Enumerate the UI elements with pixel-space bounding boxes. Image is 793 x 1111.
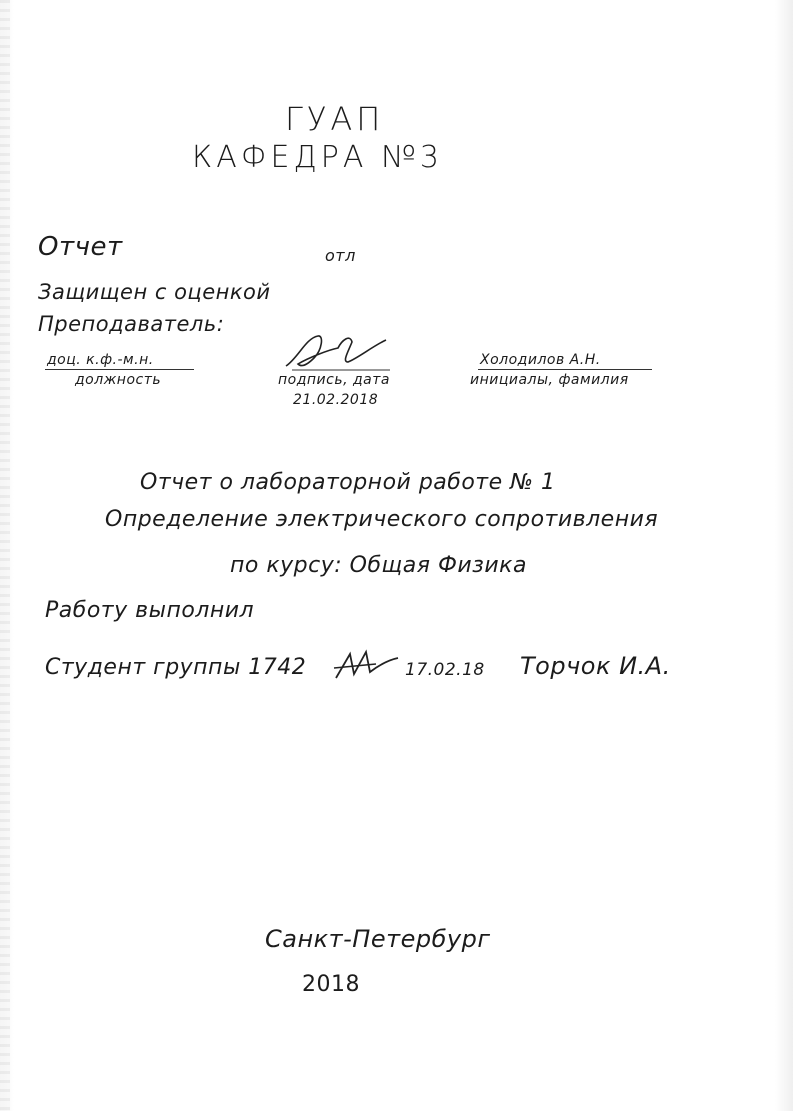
- position-caption: должность: [75, 372, 162, 388]
- position-value: доц. к.ф.-м.н.: [45, 352, 194, 370]
- work-title: Определение электрического сопротивления: [105, 507, 659, 532]
- name-caption: инициалы, фамилия: [470, 372, 629, 388]
- student-signature: [332, 648, 402, 684]
- signature-caption: подпись, дата: [278, 372, 390, 388]
- teacher-signature: [278, 328, 398, 378]
- university-name: ГУАП: [285, 100, 385, 138]
- scan-edge: [0, 0, 10, 1111]
- report-title: Отчет о лабораторной работе № 1: [140, 470, 556, 495]
- teacher-label: Преподаватель:: [38, 312, 225, 336]
- department-name: КАФЕДРА №3: [192, 140, 443, 175]
- student-date: 17.02.18: [405, 660, 485, 680]
- student-group: Студент группы 1742: [45, 655, 307, 680]
- course-title: по курсу: Общая Физика: [230, 553, 527, 578]
- teacher-name: Холодилов А.Н.: [478, 352, 652, 370]
- performer-label: Работу выполнил: [45, 598, 255, 623]
- protected-text: Защищен с оценкой: [38, 280, 271, 304]
- grade-mark: отл: [325, 246, 356, 265]
- year: 2018: [302, 972, 360, 997]
- report-label: Отчет: [38, 232, 123, 262]
- student-name: Торчок И.А.: [520, 652, 671, 680]
- signature-date: 21.02.2018: [293, 392, 379, 408]
- city: Санкт-Петербург: [265, 925, 491, 953]
